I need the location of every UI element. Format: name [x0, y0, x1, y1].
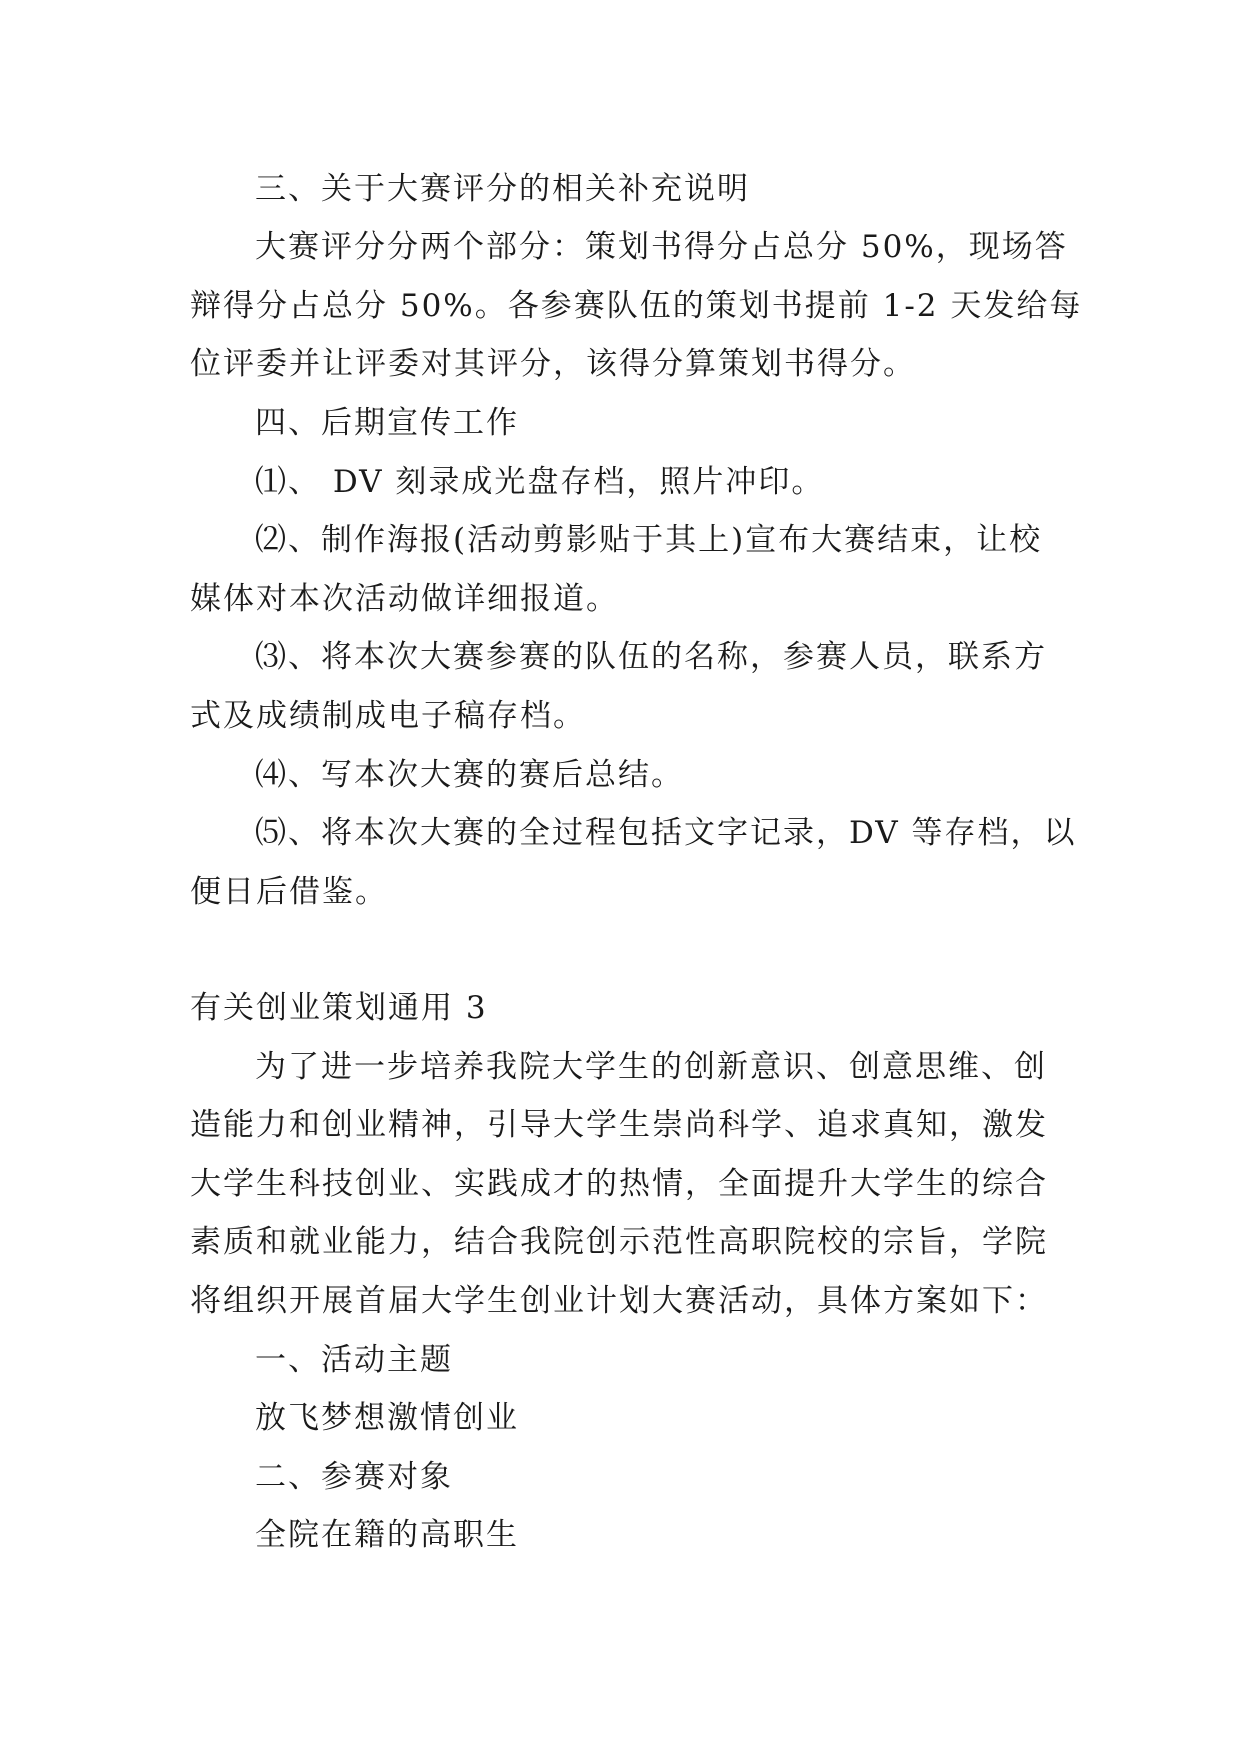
list-item: ⑶、将本次大赛参赛的队伍的名称，参赛人员，联系方 [255, 639, 1047, 675]
list-item: ⑸、将本次大赛的全过程包括文字记录，DV 等存档，以 [255, 815, 1077, 851]
paragraph-line: 大赛评分分两个部分：策划书得分占总分 50%，现场答 [255, 229, 1068, 265]
list-item: ⑴、 DV 刻录成光盘存档，照片冲印。 [255, 464, 825, 500]
paragraph-line: 辩得分占总分 50%。各参赛队伍的策划书提前 1-2 天发给每 [190, 288, 1083, 324]
list-item-continuation: 式及成绩制成电子稿存档。 [190, 698, 586, 734]
paragraph-line: 大学生科技创业、实践成才的热情，全面提升大学生的综合 [190, 1166, 1048, 1202]
theme-value: 放飞梦想激情创业 [255, 1400, 519, 1436]
paragraph-line: 位评委并让评委对其评分，该得分算策划书得分。 [190, 346, 916, 382]
section-heading-target: 二、参赛对象 [255, 1459, 453, 1495]
list-item-continuation: 便日后借鉴。 [190, 874, 388, 910]
paragraph-line: 造能力和创业精神，引导大学生崇尚科学、追求真知，激发 [190, 1107, 1048, 1143]
list-item-continuation: 媒体对本次活动做详细报道。 [190, 581, 619, 617]
paragraph-line: 为了进一步培养我院大学生的创新意识、创意思维、创 [255, 1049, 1047, 1085]
paragraph-line: 将组织开展首届大学生创业计划大赛活动，具体方案如下： [190, 1283, 1048, 1319]
section-heading-scoring: 三、关于大赛评分的相关补充说明 [255, 171, 750, 207]
paragraph-line: 素质和就业能力，结合我院创示范性高职院校的宗旨，学院 [190, 1224, 1048, 1260]
list-item: ⑵、制作海报(活动剪影贴于其上)宣布大赛结束，让校 [255, 522, 1043, 558]
target-value: 全院在籍的高职生 [255, 1517, 519, 1553]
article-title: 有关创业策划通用 3 [190, 990, 488, 1026]
section-heading-publicity: 四、后期宣传工作 [255, 405, 519, 441]
section-heading-theme: 一、活动主题 [255, 1342, 453, 1378]
list-item: ⑷、写本次大赛的赛后总结。 [255, 757, 684, 793]
